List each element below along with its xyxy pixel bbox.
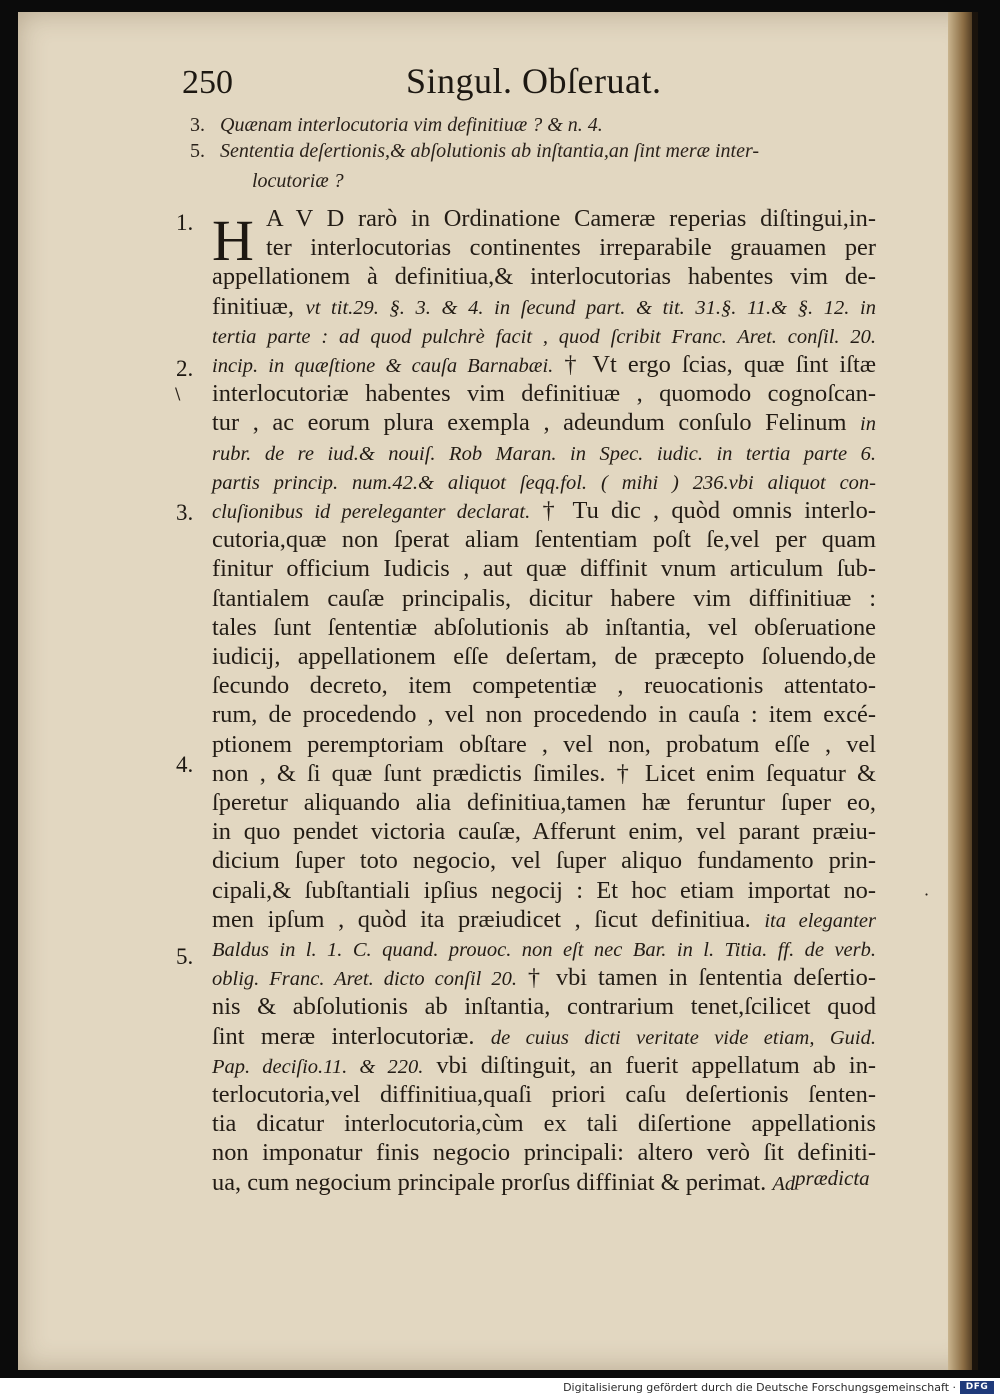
body-line — [212, 992, 876, 1022]
body-roman-text: ſint meræ interlocutoriæ. — [212, 1022, 491, 1050]
dfg-logo: DFG — [960, 1381, 994, 1394]
body-line — [212, 613, 876, 643]
body-line — [212, 730, 876, 760]
body-roman-text: interlocutoriæ habentes vim definitiuæ , quomodo cognoſcan- — [212, 380, 876, 408]
drop-cap: H — [212, 208, 254, 273]
book-spine-shadow — [972, 12, 978, 1370]
body-line — [212, 759, 876, 789]
body-line — [212, 292, 876, 322]
body-line — [212, 876, 876, 906]
page-number: 250 — [182, 64, 233, 101]
body-roman-text: men ipſum , quòd ita præiudicet , ſicut definitiua. — [212, 905, 765, 933]
funding-credit: Digitalisierung gefördert durch die Deutsche Forschungsgemeinschaft · — [563, 1381, 956, 1394]
body-roman-text: cipali,& ſubſtantiali ipſius negocij : Et hoc etiam importat no- — [212, 876, 876, 904]
body-line — [212, 642, 876, 672]
body-line — [212, 1168, 795, 1198]
body-line — [212, 1051, 876, 1081]
body-roman-text: † vbi tamen in ſententia deſertio- — [516, 964, 876, 992]
summary-text: Quænam interlocutoria vim definitiuæ ? & n. 4. — [220, 114, 603, 136]
body-roman-text: † Tu dic , quòd omnis interlo- — [530, 497, 876, 524]
body-roman-text: rum, de procedendo , vel non procedendo in cauſa : item excé- — [212, 701, 876, 729]
body-roman-text: non , & ſi quæ ſunt prædictis ſimiles. † Licet enim ſequatur & — [212, 759, 876, 787]
body-line — [212, 963, 876, 993]
summary-line — [190, 112, 603, 138]
body-line — [212, 350, 876, 380]
body-roman-text: dicium ſuper toto negocio, vel ſuper aliquo fundamento prin- — [212, 847, 876, 875]
body-line — [212, 525, 876, 555]
body-line — [212, 408, 876, 438]
running-title: Singul. Obſeruat. — [406, 61, 662, 101]
body-line — [212, 262, 876, 292]
body-roman-text: ſtantialem cauſæ principalis, dicitur habere vim diffinitiuæ : — [212, 584, 876, 612]
body-italic-citation: vt tit.29. §. 3. & 4. in ſecund part. & tit. 31.§. 11.& §. 12. in — [305, 296, 876, 319]
body-line — [212, 700, 876, 730]
body-line — [212, 817, 876, 847]
body-line — [212, 671, 876, 701]
body-roman-text: tur , ac eorum plura exempla , adeundum conſulo Felinum — [212, 409, 861, 437]
body-line — [212, 321, 876, 351]
body-line — [212, 846, 876, 876]
body-italic-citation: tertia parte : ad quod pulchrè facit , quod ſcribit Franc. Aret. conſil. 20. — [212, 325, 876, 348]
body-roman-text: A V D rarò in Ordinatione Cameræ reperias diſtingui,in- — [266, 205, 876, 232]
body-line — [212, 438, 876, 468]
margin-section-number: 3. — [176, 500, 194, 525]
body-roman-text: finitiuæ, — [212, 292, 306, 320]
margin-section-number: 1. — [176, 210, 194, 235]
body-roman-text: appellationem à definitiua,& interlocutorias habentes vim de- — [212, 263, 876, 291]
body-roman-text: tia dicatur interlocutoria,cùm ex tali diſertione appellationis — [212, 1110, 876, 1138]
body-line — [212, 496, 876, 526]
body-roman-text: terlocutoria,vel diffinitiua,quaſi priori caſu deſertionis ſenten- — [212, 1081, 876, 1108]
body-roman-text: nis & abſolutionis ab inſtantia, contrarium tenet,ſcilicet quod — [212, 993, 876, 1021]
body-line — [212, 584, 876, 614]
body-roman-text: in quo pendet victoria cauſæ, Afferunt enim, vel parant præiu- — [212, 818, 876, 846]
body-line — [212, 1109, 876, 1139]
catchword: prædicta — [795, 1166, 870, 1190]
margin-section-number: 4. — [176, 752, 194, 777]
body-roman-text: non imponatur finis negocio principali: altero verò ſit definiti- — [212, 1139, 876, 1167]
summary-text: Sententia deſertionis,& abſolutionis ab inſtantia,an ſint meræ inter- — [220, 140, 760, 162]
body-italic-citation: de cuius dicti veritate vide etiam, Guid. — [490, 1026, 877, 1049]
body-roman-text: tales ſunt ſententiæ abſolutionis ab inſtantia, vel obſeruatione — [212, 613, 876, 641]
summary-text: locutoriæ ? — [252, 170, 344, 192]
body-roman-text: ter interlocutorias continentes irreparabile grauamen per — [266, 234, 876, 262]
body-line — [212, 1138, 876, 1168]
body-roman-text: ptionem peremptoriam obſtare , vel non, probatum eſſe , vel — [212, 730, 876, 758]
margin-section-number: 5. — [176, 944, 194, 969]
body-line — [212, 554, 876, 584]
body-roman-text: ua, cum negocium principale prorſus diffiniat & perimat. — [212, 1168, 773, 1196]
body-italic-citation: Ad — [772, 1172, 796, 1195]
body-italic-citation: Baldus in l. 1. C. quand. prouoc. non eſt nec Bar. in l. Titia. ff. de verb. — [212, 939, 876, 961]
footer-bar — [0, 1378, 1000, 1398]
body-line — [212, 467, 876, 497]
body-roman-text: ſecundo decreto, item competentiæ , reuocationis attentato- — [212, 672, 876, 700]
body-italic-citation: Pap. deciſio.11. & 220. — [212, 1055, 424, 1078]
body-roman-text: iudicij, appellationem eſſe deſertam, de præcepto ſoluendo,de — [212, 643, 876, 670]
body-line — [212, 905, 876, 935]
body-line — [212, 1080, 876, 1110]
body-roman-text: vbi diſtinguit, an fuerit appellatum ab in- — [423, 1051, 876, 1079]
body-roman-text: cutoria,quæ non ſperat aliam ſententiam poſt ſe,vel per quam — [212, 526, 876, 554]
body-line — [212, 379, 876, 409]
body-italic-citation: in — [860, 413, 876, 436]
body-line — [266, 233, 876, 263]
body-italic-citation: oblig. Franc. Aret. dicto conſil 20. — [212, 968, 517, 991]
body-roman-text: † Vt ergo ſcias, quæ ſint iſtæ — [553, 351, 876, 378]
body-line — [266, 204, 876, 234]
margin-dot-mark: · — [924, 885, 930, 904]
body-italic-citation: partis princip. num.42.& aliquot ſeqq.fol. ( mihi ) 236.vbi aliquot con- — [212, 471, 876, 494]
body-italic-citation: rubr. de re iud.& nouiſ. Rob Maran. in Spec. iudic. in tertia parte 6. — [212, 442, 876, 465]
summary-number: 3. — [190, 114, 205, 136]
summary-number: 5. — [190, 140, 205, 162]
body-italic-citation: incip. in quæſtione & cauſa Barnabæi. — [212, 355, 554, 377]
body-roman-text: finitur officium Iudicis , aut quæ diffinit vnum articulum ſub- — [212, 555, 876, 583]
body-line — [212, 1022, 876, 1052]
margin-tick-mark: \ — [175, 384, 181, 403]
margin-section-number: 2. — [176, 356, 194, 381]
body-line — [212, 934, 876, 964]
body-roman-text: ſperetur aliquando alia definitiua,tamen hæ feruntur ſuper eo, — [212, 789, 876, 816]
body-italic-citation: cluſionibus id pereleganter declarat. — [212, 501, 531, 523]
summary-line — [252, 168, 344, 194]
summary-line — [190, 138, 759, 164]
body-line — [212, 788, 876, 818]
running-head — [182, 60, 782, 104]
body-italic-citation: ita eleganter — [764, 909, 877, 932]
